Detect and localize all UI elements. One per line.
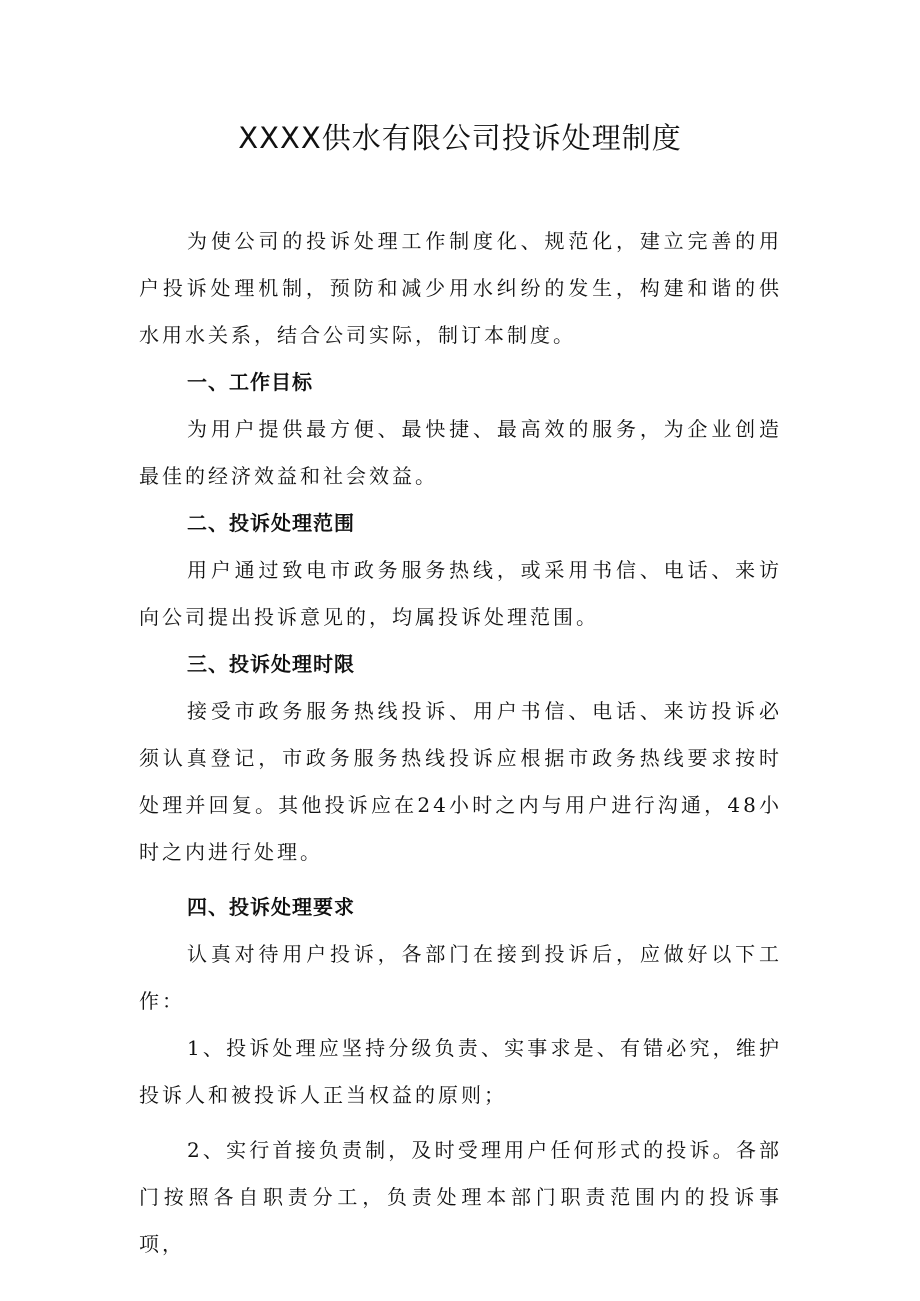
section-heading-requirements: 四、投诉处理要求: [187, 895, 355, 919]
intro-paragraph: 为使公司的投诉处理工作制度化、规范化，建立完善的用户投诉处理机制，预防和减少用水纠纷的发生，构建和谐的供水用水关系，结合公司实际，制订本制度。: [139, 229, 782, 347]
document-title: XXXX供水有限公司投诉处理制度: [238, 121, 682, 155]
section-paragraph: 2、实行首接负责制，及时受理用户任何形式的投诉。各部门按照各自职责分工，负责处理本部门职责范围内的投诉事项，: [139, 1138, 782, 1256]
section-paragraph: 用户通过致电市政务服务热线，或采用书信、电话、来访向公司提出投诉意见的，均属投诉处理范围。: [139, 558, 782, 629]
section-paragraph: 为用户提供最方便、最快捷、最高效的服务，为企业创造最佳的经济效益和社会效益。: [139, 417, 782, 488]
section-paragraph: 接受市政务服务热线投诉、用户书信、电话、来访投诉必须认真登记，市政务服务热线投诉应根据市政务热线要求按时处理并回复。其他投诉应在24小时之内与用户进行沟通，48小时之内进行处理。: [139, 699, 782, 864]
section-heading-scope: 二、投诉处理范围: [187, 511, 355, 535]
section-heading-goals: 一、工作目标: [187, 370, 313, 394]
section-paragraph: 1、投诉处理应坚持分级负责、实事求是、有错必究，维护投诉人和被投诉人正当权益的原则；: [139, 1036, 782, 1107]
document-body: [139, 218, 782, 1268]
section-paragraph: 认真对待用户投诉，各部门在接到投诉后，应做好以下工作：: [139, 942, 782, 1013]
section-heading-time-limit: 三、投诉处理时限: [187, 652, 355, 676]
